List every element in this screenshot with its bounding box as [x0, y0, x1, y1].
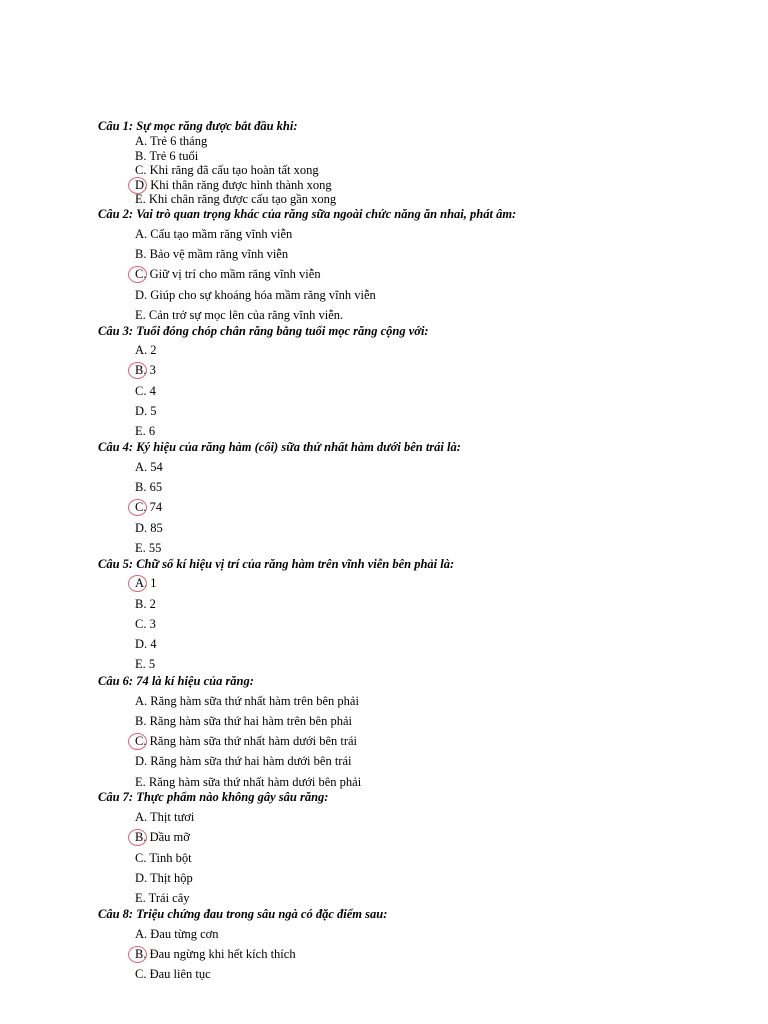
question-4-title: Câu 4: Ký hiệu của răng hàm (cối) sữa thứ nhất hàm dưới bên trái là:: [98, 440, 461, 454]
question-8-title: Câu 8: Triệu chứng đau trong sâu ngà có đặc điểm sau:: [98, 907, 388, 921]
question-8-option-b: B. Đau ngừng khi hết kích thích: [135, 947, 296, 961]
question-4-option-b: B. 65: [135, 480, 163, 494]
question-3-option-a: A. 2: [135, 343, 157, 357]
question-7-title: Câu 7: Thực phẩm nào không gây sâu răng:: [98, 790, 329, 804]
question-2-option-d: D. Giúp cho sự khoáng hóa mầm răng vĩnh viễn: [135, 288, 376, 302]
question-2-option-b: B. Bảo vệ mầm răng vĩnh viễn: [135, 247, 289, 261]
question-3-title: Câu 3: Tuổi đóng chóp chân răng bằng tuổi mọc răng cộng với:: [98, 324, 429, 338]
question-5-option-e: E. 5: [135, 657, 156, 671]
question-7-option-e: E. Trái cây: [135, 891, 190, 905]
question-3-option-d: D. 5: [135, 404, 157, 418]
question-4-option-d: D. 85: [135, 521, 163, 535]
question-1-option-e: E. Khi chân răng được cấu tạo gần xong: [135, 192, 337, 206]
question-1-option-c: C. Khi răng đã cấu tạo hoàn tất xong: [135, 163, 319, 177]
question-8-option-c: C. Đau liên tục: [135, 967, 211, 981]
question-7-option-a: A. Thịt tươi: [135, 810, 195, 824]
question-6-option-a: A. Răng hàm sữa thứ nhất hàm trên bên phải: [135, 694, 359, 708]
question-8-option-a: A. Đau từng cơn: [135, 927, 219, 941]
question-3-option-b: B. 3: [135, 363, 156, 377]
question-4-option-e: E. 55: [135, 541, 162, 555]
question-1-title: Câu 1: Sự mọc răng được bắt đầu khi:: [98, 119, 298, 133]
question-1-option-b: B. Trẻ 6 tuổi: [135, 149, 199, 163]
question-5-title: Câu 5: Chữ số kí hiệu vị trí của răng hàm trên vĩnh viễn bên phải là:: [98, 557, 455, 571]
question-4-option-a: A. 54: [135, 460, 163, 474]
question-3-option-c: C. 4: [135, 384, 156, 398]
question-5-option-a: A. 1: [135, 576, 157, 590]
question-4-option-c: C. 74: [135, 500, 163, 514]
question-2-option-a: A. Cấu tạo mầm răng vĩnh viễn: [135, 227, 293, 241]
question-2-title: Câu 2: Vai trò quan trọng khác của răng sữa ngoài chức năng ăn nhai, phát âm:: [98, 207, 517, 221]
question-7-option-b: B. Dầu mỡ: [135, 830, 190, 844]
question-3-option-e: E. 6: [135, 424, 156, 438]
question-7-option-c: C. Tinh bột: [135, 851, 192, 865]
question-1-option-d: D. Khi thân răng được hình thành xong: [135, 178, 332, 192]
question-5-option-c: C. 3: [135, 617, 156, 631]
question-6-title: Câu 6: 74 là kí hiệu của răng:: [98, 674, 254, 688]
question-2-option-e: E. Cản trở sự mọc lên của răng vĩnh viễn.: [135, 308, 344, 322]
question-5-option-d: D. 4: [135, 637, 157, 651]
question-2-option-c: C. Giữ vị trí cho mầm răng vĩnh viễn: [135, 267, 321, 281]
question-6-option-c: C. Răng hàm sữa thứ nhất hàm dưới bên trái: [135, 734, 358, 748]
question-6-option-e: E. Răng hàm sữa thứ nhất hàm dưới bên phải: [135, 775, 362, 789]
question-6-option-b: B. Răng hàm sữa thứ hai hàm trên bên phải: [135, 714, 352, 728]
question-5-option-b: B. 2: [135, 597, 156, 611]
question-1-option-a: A. Trẻ 6 tháng: [135, 134, 208, 148]
question-6-option-d: D. Răng hàm sữa thứ hai hàm dưới bên trái: [135, 754, 352, 768]
question-7-option-d: D. Thịt hộp: [135, 871, 193, 885]
